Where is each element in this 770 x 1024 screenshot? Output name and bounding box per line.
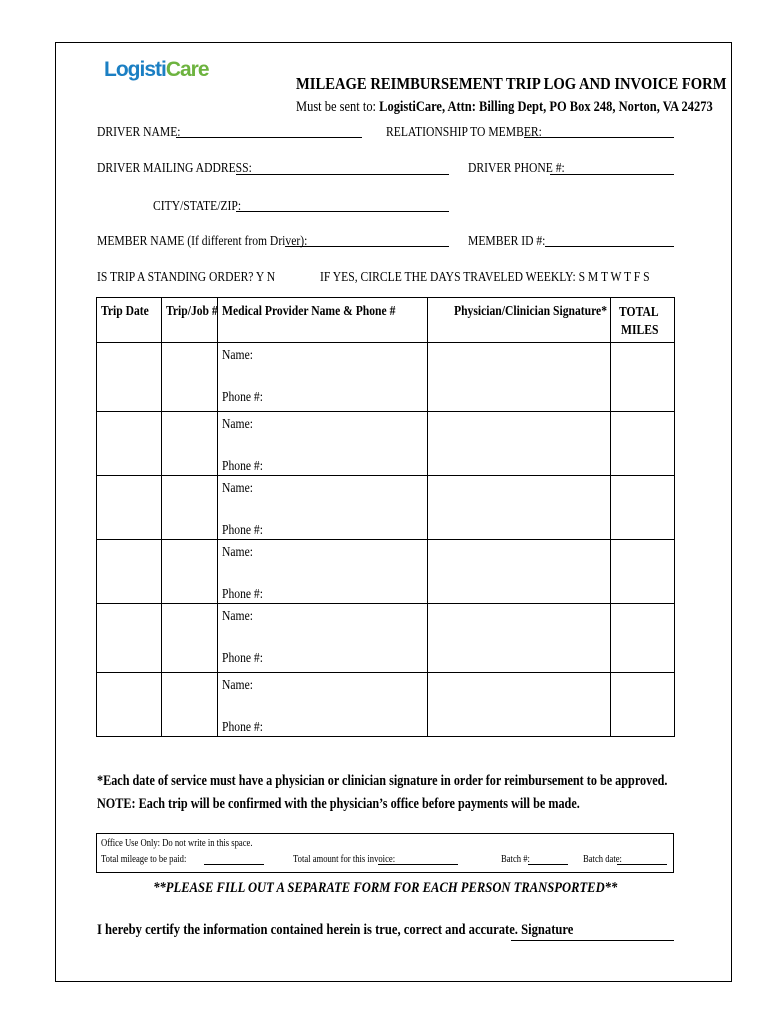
signature-cell[interactable]	[428, 673, 611, 737]
total-mileage-label: Total mileage to be paid:	[101, 854, 187, 865]
total-miles-cell[interactable]	[611, 604, 675, 673]
send-to-address: Must be sent to: LogistiCare, Attn: Billing Dept, PO Box 248, Norton, VA 24273	[296, 99, 713, 115]
driver-name-label: DRIVER NAME:	[97, 124, 181, 139]
relationship-field[interactable]	[524, 137, 674, 138]
total-miles-cell[interactable]	[611, 343, 675, 412]
table-row	[97, 604, 675, 673]
trip-job-cell[interactable]	[162, 476, 218, 540]
signature-cell[interactable]	[428, 476, 611, 540]
standing-order-question[interactable]: IS TRIP A STANDING ORDER? Y N	[97, 269, 276, 284]
trip-log-table	[96, 297, 675, 737]
member-name-field[interactable]	[285, 246, 449, 247]
provider-cell[interactable]: Name: Phone #:	[218, 673, 428, 737]
provider-cell[interactable]: Name: Phone #:	[218, 540, 428, 604]
batch-date-field[interactable]	[617, 864, 667, 865]
office-use-header: Office Use Only: Do not write in this space.	[101, 838, 253, 849]
trip-date-cell[interactable]	[97, 604, 162, 673]
provider-cell[interactable]: Name: Phone #:	[218, 476, 428, 540]
trip-date-cell[interactable]	[97, 412, 162, 476]
trip-job-cell[interactable]	[162, 673, 218, 737]
member-id-label: MEMBER ID #:	[468, 233, 546, 248]
trip-job-cell[interactable]	[162, 604, 218, 673]
signature-note: *Each date of service must have a physician or clinician signature in order for reimbursement to be approved. NOTE: Each trip will be confirmed with the physician’s office before payments will be made.	[97, 773, 668, 812]
trip-job-cell[interactable]	[162, 412, 218, 476]
provider-cell[interactable]: Name: Phone #:	[218, 343, 428, 412]
signature-field[interactable]	[511, 940, 674, 941]
table-header-row	[97, 298, 675, 343]
logisticare-logo: LogistiCare	[104, 58, 209, 81]
form-title: MILEAGE REIMBURSEMENT TRIP LOG AND INVOICE FORM	[296, 74, 727, 93]
total-amount-label: Total amount for this invoice:	[293, 854, 396, 865]
table-row	[97, 343, 675, 412]
total-miles-cell[interactable]	[611, 673, 675, 737]
total-miles-cell[interactable]	[611, 412, 675, 476]
member-name-label: MEMBER NAME (If different from Driver):	[97, 233, 308, 248]
header-trip-date: Trip Date	[97, 298, 162, 343]
provider-cell[interactable]: Name: Phone #:	[218, 412, 428, 476]
trip-date-cell[interactable]	[97, 476, 162, 540]
trip-job-cell[interactable]	[162, 540, 218, 604]
table-row	[97, 540, 675, 604]
member-id-field[interactable]	[545, 246, 674, 247]
total-amount-field[interactable]	[378, 864, 458, 865]
batch-number-label: Batch #:	[501, 854, 530, 865]
provider-cell[interactable]: Name: Phone #:	[218, 604, 428, 673]
header-physician-signature: Physician/Clinician Signature*	[428, 298, 611, 343]
signature-cell[interactable]	[428, 540, 611, 604]
trip-date-cell[interactable]	[97, 673, 162, 737]
header-trip-job: Trip/Job #	[162, 298, 218, 343]
relationship-label: RELATIONSHIP TO MEMBER:	[386, 124, 542, 139]
table-row	[97, 412, 675, 476]
total-mileage-field[interactable]	[204, 864, 264, 865]
mailing-address-field[interactable]	[236, 174, 449, 175]
city-state-zip-field[interactable]	[236, 211, 449, 212]
trip-date-cell[interactable]	[97, 343, 162, 412]
batch-number-field[interactable]	[528, 864, 568, 865]
mailing-address-label: DRIVER MAILING ADDRESS:	[97, 160, 252, 175]
signature-cell[interactable]	[428, 604, 611, 673]
total-miles-cell[interactable]	[611, 476, 675, 540]
trip-date-cell[interactable]	[97, 540, 162, 604]
city-state-zip-label: CITY/STATE/ZIP:	[153, 198, 242, 213]
separate-form-notice: **PLEASE FILL OUT A SEPARATE FORM FOR EACH PERSON TRANSPORTED**	[152, 880, 618, 896]
office-use-box	[96, 833, 674, 873]
header-total-miles: TOTAL MILES	[611, 298, 675, 343]
trip-job-cell[interactable]	[162, 343, 218, 412]
signature-cell[interactable]	[428, 343, 611, 412]
total-miles-cell[interactable]	[611, 540, 675, 604]
driver-phone-field[interactable]	[550, 174, 674, 175]
signature-cell[interactable]	[428, 412, 611, 476]
batch-date-label: Batch date:	[583, 854, 622, 865]
header-medical-provider: Medical Provider Name & Phone #	[218, 298, 428, 343]
certification-statement: I hereby certify the information contained herein is true, correct and accurate. Signature	[97, 922, 574, 938]
driver-phone-label: DRIVER PHONE #:	[468, 160, 565, 175]
driver-name-field[interactable]	[176, 137, 362, 138]
days-traveled-weekly[interactable]: IF YES, CIRCLE THE DAYS TRAVELED WEEKLY: S M T W T F S	[320, 269, 650, 284]
table-row	[97, 673, 675, 737]
table-row	[97, 476, 675, 540]
